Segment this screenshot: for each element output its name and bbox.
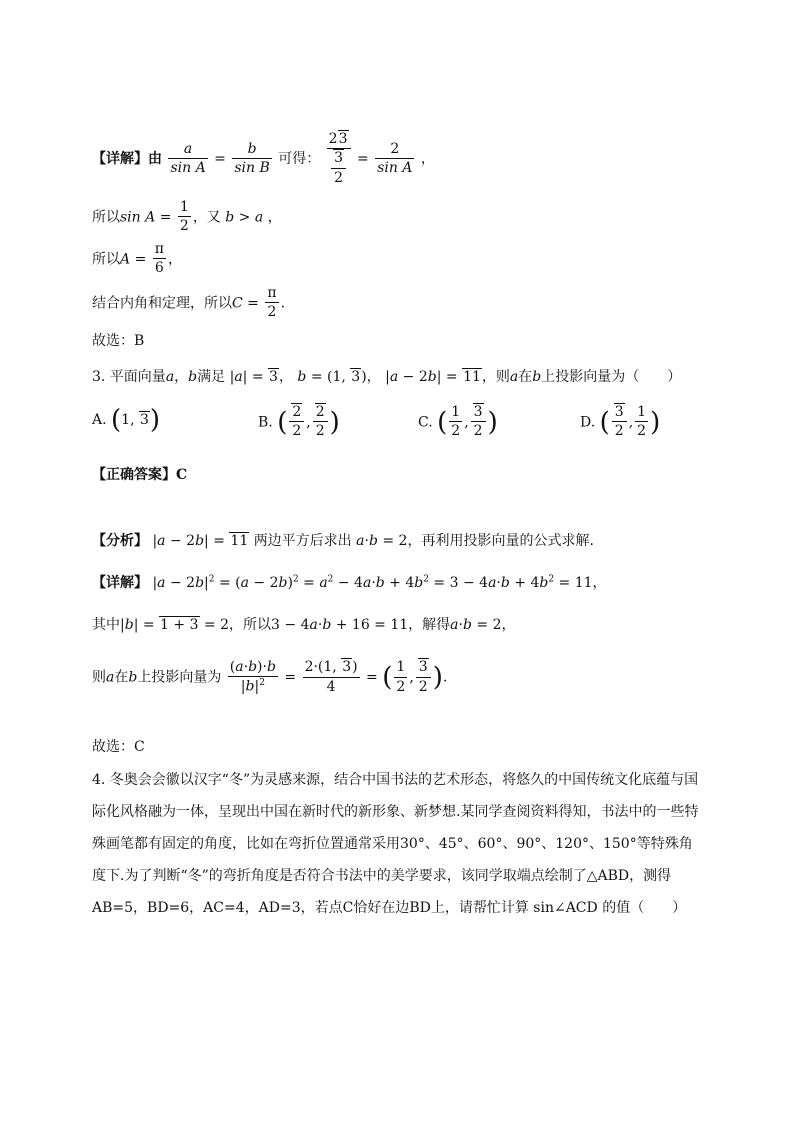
- option-b-label: B.: [258, 414, 273, 431]
- where-text-2: ，所以: [229, 617, 272, 633]
- where-line: 其中|b| = 1 + 3 = 2，所以3 − 4a·b + 16 = 11，解得a·b = 2，: [92, 617, 516, 633]
- choose-b: 故选：B: [92, 333, 145, 349]
- then-text-3: 上投影向量为: [137, 669, 222, 686]
- correct-answer: 【正确答案】C: [92, 467, 188, 483]
- option-d: D. ( $\frac{3}{2}$ , $\frac{1}{2}$ ): [580, 404, 661, 440]
- comma: ，: [420, 151, 435, 168]
- option-c-label: C.: [418, 414, 433, 431]
- where-text-3: ，解得: [408, 617, 451, 633]
- where-text-4: ，: [501, 617, 516, 633]
- q3-text-8: 上投影向量为（ ）: [541, 369, 682, 385]
- option-c: C. ( $\frac{1}{2}$ , $\frac{3}{2}$ ): [418, 404, 498, 440]
- analysis-text-2: ，再利用投影向量的公式求解.: [407, 533, 594, 549]
- then-text-1: 则: [92, 669, 106, 686]
- text-combine: 结合内角和定理，所以: [92, 295, 232, 312]
- text-keyi-de: 可得：: [278, 151, 321, 168]
- then-text-2: 在: [114, 669, 129, 686]
- fraction-pi-2: $\frac{\pi}{2}$: [267, 285, 277, 321]
- option-a: A. (1, 3): [92, 405, 161, 435]
- analysis-line: 【分析】 |a − 2b| = 11 两边平方后求出 a·b = 2，再利用投影向量的公式求解.: [92, 533, 594, 549]
- detail-line-2: 所以sin A = $\frac{1}{2}$ ，又 b > a ，: [92, 199, 282, 235]
- detail-line-4: 结合内角和定理，所以C = $\frac{\pi}{2}$ .: [92, 285, 286, 321]
- text-suoyi: 所以: [92, 209, 120, 226]
- projection-line: 则a在b上投影向量为 $\frac{(a\cdot b)\cdot b}{|b|^2}$ = $\frac{2\cdot(1, 3)}{4}$ = ( $\frac{1}{2}$ , $\frac{3}{2}$ ).: [92, 659, 448, 696]
- option-d-label: D.: [580, 414, 596, 431]
- q3-text-3: 满足: [197, 369, 226, 385]
- option-b: B. ( $\frac{2}{2}$ , $\frac{2}{2}$ ): [258, 404, 340, 440]
- question-4: 4. 冬奥会会徽以汉字“冬”为灵感来源，结合中国书法的艺术形态，将悠久的中国传统文化底蕴与国际化风格融为一体，呈现出中国在新时代的新形象、新梦想.某同学查阅资料得知，书法中的一些特殊画笔都有固定的角度，比如在弯折位置通常采用30°、45°、60°、90°、120°、150°等特殊角度下.为了判断“冬”的弯折角度是否符合书法中的美学要求，该同学取端点绘制了△ABD，测得AB=5，BD=6，AC=4，AD=3，若点C恰好在边BD上，请帮忙计算 sin∠ACD 的值（ ）: [92, 772, 699, 916]
- detail-label: 【详解】由: [92, 151, 162, 168]
- period: .: [280, 295, 286, 312]
- analysis-text-1: 两边平方后求出: [253, 533, 352, 549]
- fraction-complex: $\frac{23}{\frac{3}{2}}$: [327, 132, 351, 186]
- detail-line-1: 【详解】由 $\frac{a}{\text{sin A}}$ = $\frac{b}{\text{sin B}}$ 可得： $\frac{23}{\frac{3}{2}}$ = $\frac{2}{\text{sin A}}$ ，: [92, 131, 435, 186]
- period: .: [442, 669, 448, 686]
- q3-text-1: 平面向量: [109, 369, 166, 385]
- fraction-2-sinA: $\frac{2}{\text{sin A}}$: [377, 140, 413, 177]
- q3-text-2: ，: [174, 369, 189, 385]
- fraction-pi-6: $\frac{\pi}{6}$: [154, 241, 164, 277]
- q3-text-4: ，: [278, 369, 293, 385]
- comma: ，: [267, 209, 282, 226]
- detail-line-3: 所以A = $\frac{\pi}{6}$ ，: [92, 241, 182, 277]
- choose-c: 故选：C: [92, 739, 145, 755]
- option-a-label: A.: [92, 412, 107, 428]
- question-3: 3. 平面向量a，b满足 |a| = 3， b = (1, 3)， |a − 2b| = 11，则a在b上投影向量为（ ）: [92, 369, 682, 385]
- detail-label-2: 【详解】: [92, 575, 148, 591]
- detail-expansion: 【详解】 $|a - 2b|^2 = (a - 2b)^2 = a^2 - 4a\cdot b + 4b^2 = 3 - 4a\cdot b + 4b^2 = 11$，: [92, 574, 607, 591]
- fraction-b-sinB: $\frac{b}{\text{sin B}}$: [234, 140, 270, 177]
- question-number: 3.: [92, 369, 106, 385]
- q3-text-5: ，: [366, 369, 381, 385]
- comma: ，: [167, 251, 182, 268]
- text-you: ，又: [192, 209, 221, 226]
- where-text-1: 其中: [92, 617, 120, 633]
- q3-text-7: 在: [518, 369, 533, 385]
- text-suoyi: 所以: [92, 251, 120, 268]
- fraction-a-sinA: $\frac{a}{\text{sin A}}$: [170, 140, 206, 177]
- fraction-half: $\frac{1}{2}$: [179, 199, 189, 235]
- q3-text-6: ，则: [481, 369, 510, 385]
- analysis-label: 【分析】: [92, 533, 148, 549]
